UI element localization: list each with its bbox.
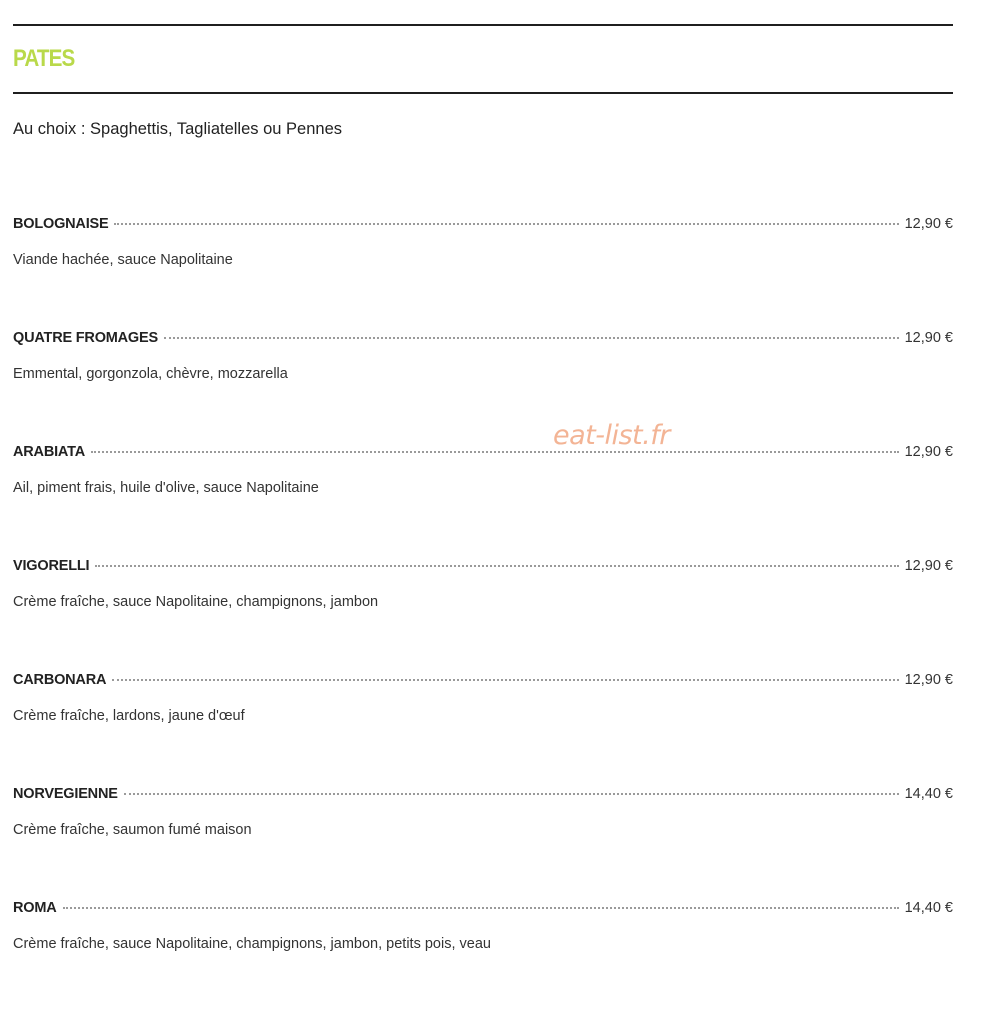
dot-leader xyxy=(164,337,899,339)
dot-leader xyxy=(63,907,899,909)
title-divider xyxy=(13,92,953,94)
menu-item-name: QUATRE FROMAGES xyxy=(13,330,158,346)
menu-item-price: 12,90 € xyxy=(904,330,953,346)
menu-item-header xyxy=(13,898,953,918)
menu-item-description: Crème fraîche, saumon fumé maison xyxy=(13,822,252,838)
menu-item-header xyxy=(13,214,953,234)
menu-item-description: Crème fraîche, sauce Napolitaine, champignons, jambon xyxy=(13,594,379,610)
menu-item-description: Ail, piment frais, huile d'olive, sauce Napolitaine xyxy=(13,480,319,496)
dot-leader xyxy=(114,223,898,225)
menu-item xyxy=(13,784,953,898)
menu-item-price: 12,90 € xyxy=(904,558,953,574)
menu-item-price: 12,90 € xyxy=(904,672,953,688)
menu-item-header xyxy=(13,556,953,576)
dot-leader xyxy=(91,451,899,453)
menu-item-price: 14,40 € xyxy=(904,900,953,916)
menu-item xyxy=(13,898,953,1012)
menu-item-price: 14,40 € xyxy=(904,786,953,802)
menu-item-header xyxy=(13,784,953,804)
menu-item-description: Viande hachée, sauce Napolitaine xyxy=(13,252,233,268)
menu-item-header xyxy=(13,442,953,462)
dot-leader xyxy=(95,565,898,567)
menu-item-name: CARBONARA xyxy=(13,672,107,688)
menu-item xyxy=(13,214,953,328)
dot-leader xyxy=(112,679,898,681)
pasta-choice-note: Au choix : Spaghettis, Tagliatelles ou Pennes xyxy=(13,120,342,138)
menu-item xyxy=(13,442,953,556)
menu-item xyxy=(13,556,953,670)
menu-item xyxy=(13,670,953,784)
menu-item-name: ARABIATA xyxy=(13,444,85,460)
menu-item-header xyxy=(13,670,953,690)
menu-item-description: Emmental, gorgonzola, chèvre, mozzarella xyxy=(13,366,288,382)
menu-item xyxy=(13,328,953,442)
menu-item-name: BOLOGNAISE xyxy=(13,216,109,232)
section-title: PATES xyxy=(13,45,75,72)
menu-item-price: 12,90 € xyxy=(904,216,953,232)
watermark-logo: eat-list.fr xyxy=(553,420,670,451)
menu-item-description: Crème fraîche, lardons, jaune d'œuf xyxy=(13,708,245,724)
menu-item-header xyxy=(13,328,953,348)
menu-item-name: VIGORELLI xyxy=(13,558,90,574)
menu-item-name: NORVEGIENNE xyxy=(13,786,118,802)
menu-item-price: 12,90 € xyxy=(904,444,953,460)
dot-leader xyxy=(124,793,899,795)
menu-list xyxy=(13,214,953,1012)
top-divider xyxy=(13,24,953,26)
menu-item-description: Crème fraîche, sauce Napolitaine, champignons, jambon, petits pois, veau xyxy=(13,936,491,952)
menu-item-name: ROMA xyxy=(13,900,57,916)
